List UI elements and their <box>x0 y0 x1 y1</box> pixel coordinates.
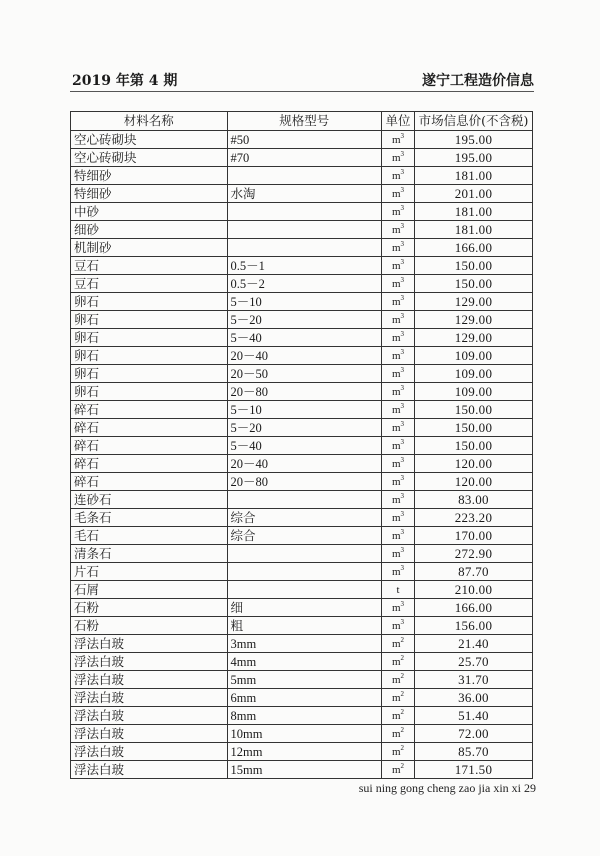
price-cell: 150.00 <box>414 437 532 455</box>
spec-cell: 综合 <box>227 527 381 545</box>
unit-base: m <box>391 565 401 578</box>
unit-exponent: 3 <box>400 347 405 356</box>
unit-cell <box>382 131 415 149</box>
table-row <box>71 563 533 581</box>
spec-cell: 水淘 <box>227 185 381 203</box>
unit-cell <box>382 419 415 437</box>
spec-cell: 粗 <box>227 617 381 635</box>
price-cell: 223.20 <box>414 509 532 527</box>
unit-base: t <box>396 583 400 596</box>
unit-exponent: 3 <box>400 329 405 338</box>
price-cell: 36.00 <box>414 689 532 707</box>
spec-cell: 20－40 <box>227 455 381 473</box>
unit-exponent: 3 <box>400 167 405 176</box>
table-row <box>71 617 533 635</box>
price-cell: 166.00 <box>414 239 532 257</box>
unit-base: m <box>391 475 401 488</box>
unit-cell <box>382 509 415 527</box>
unit-base: m <box>391 133 401 146</box>
unit-cell <box>382 527 415 545</box>
unit-cell <box>382 635 415 653</box>
price-cell: 150.00 <box>414 257 532 275</box>
material-name-cell: 空心砖砌块 <box>71 131 228 149</box>
unit-cell <box>382 707 415 725</box>
material-name-cell: 卵石 <box>71 383 228 401</box>
material-name-cell: 石粉 <box>71 599 228 617</box>
unit-exponent: 3 <box>400 203 405 212</box>
unit-base: m <box>391 169 401 182</box>
unit-exponent: 3 <box>400 401 405 410</box>
unit-base: m <box>391 349 401 362</box>
material-name-cell: 石粉 <box>71 617 228 635</box>
material-name-cell: 浮法白玻 <box>71 743 228 761</box>
unit-base: m <box>391 763 401 776</box>
unit-base: m <box>391 727 401 740</box>
unit-exponent: 2 <box>400 725 405 734</box>
material-name-cell: 卵石 <box>71 365 228 383</box>
header-divider <box>70 91 534 92</box>
unit-exponent: 3 <box>400 527 405 536</box>
unit-exponent: 3 <box>400 257 405 266</box>
spec-cell: 5－40 <box>227 437 381 455</box>
table-row <box>71 203 533 221</box>
price-cell: 272.90 <box>414 545 532 563</box>
unit-exponent: 3 <box>400 149 405 158</box>
table-row <box>71 347 533 365</box>
spec-cell: 综合 <box>227 509 381 527</box>
unit-cell <box>382 167 415 185</box>
unit-base: m <box>391 439 401 452</box>
unit-cell <box>382 401 415 419</box>
unit-cell <box>382 473 415 491</box>
unit-base: m <box>391 223 401 236</box>
unit-base: m <box>391 547 401 560</box>
column-header-name: 材料名称 <box>71 112 228 131</box>
price-cell: 109.00 <box>414 383 532 401</box>
unit-base: m <box>391 241 401 254</box>
unit-cell <box>382 545 415 563</box>
price-cell: 21.40 <box>414 635 532 653</box>
price-cell: 195.00 <box>414 131 532 149</box>
unit-exponent: 3 <box>400 185 405 194</box>
material-name-cell: 浮法白玻 <box>71 689 228 707</box>
unit-cell <box>382 347 415 365</box>
material-name-cell: 中砂 <box>71 203 228 221</box>
unit-base: m <box>391 421 401 434</box>
unit-exponent: 2 <box>400 743 405 752</box>
price-cell: 25.70 <box>414 653 532 671</box>
table-row <box>71 167 533 185</box>
unit-base: m <box>391 709 401 722</box>
table-row <box>71 275 533 293</box>
unit-cell <box>382 455 415 473</box>
spec-cell: 10mm <box>227 725 381 743</box>
material-price-table <box>70 111 533 779</box>
unit-exponent: 3 <box>400 509 405 518</box>
unit-exponent: 3 <box>400 275 405 284</box>
material-name-cell: 碎石 <box>71 455 228 473</box>
material-name-cell: 浮法白玻 <box>71 653 228 671</box>
table-row <box>71 149 533 167</box>
price-cell: 181.00 <box>414 167 532 185</box>
price-cell: 85.70 <box>414 743 532 761</box>
spec-cell: 20－80 <box>227 473 381 491</box>
table-row <box>71 599 533 617</box>
column-header-unit: 单位 <box>382 112 415 131</box>
spec-cell: 5－20 <box>227 419 381 437</box>
unit-base: m <box>391 277 401 290</box>
unit-base: m <box>391 493 401 506</box>
price-cell: 166.00 <box>414 599 532 617</box>
table-row <box>71 185 533 203</box>
unit-base: m <box>391 259 401 272</box>
unit-base: m <box>391 367 401 380</box>
unit-cell <box>382 581 415 599</box>
issue-label: 2019 年第 4 期 <box>72 73 178 89</box>
price-cell: 31.70 <box>414 671 532 689</box>
table-row <box>71 365 533 383</box>
unit-cell <box>382 257 415 275</box>
price-cell: 150.00 <box>414 401 532 419</box>
unit-cell <box>382 365 415 383</box>
material-name-cell: 片石 <box>71 563 228 581</box>
material-name-cell: 特细砂 <box>71 185 228 203</box>
unit-exponent: 2 <box>400 635 405 644</box>
unit-cell <box>382 563 415 581</box>
table-row <box>71 725 533 743</box>
spec-cell: 12mm <box>227 743 381 761</box>
unit-cell <box>382 311 415 329</box>
spec-cell: 0.5－1 <box>227 257 381 275</box>
column-header-spec: 规格型号 <box>227 112 381 131</box>
unit-exponent: 3 <box>400 617 405 626</box>
material-name-cell: 毛石 <box>71 527 228 545</box>
unit-cell <box>382 653 415 671</box>
price-cell: 201.00 <box>414 185 532 203</box>
column-header-price: 市场信息价(不含税) <box>414 112 532 131</box>
unit-exponent: 2 <box>400 761 405 770</box>
price-cell: 129.00 <box>414 311 532 329</box>
table-row <box>71 437 533 455</box>
material-name-cell: 豆石 <box>71 257 228 275</box>
material-name-cell: 石屑 <box>71 581 228 599</box>
price-cell: 129.00 <box>414 329 532 347</box>
spec-cell: 20－80 <box>227 383 381 401</box>
table-row <box>71 383 533 401</box>
unit-cell <box>382 221 415 239</box>
table-row <box>71 545 533 563</box>
material-name-cell: 毛条石 <box>71 509 228 527</box>
table-row <box>71 221 533 239</box>
unit-base: m <box>391 511 401 524</box>
unit-base: m <box>391 637 401 650</box>
price-cell: 120.00 <box>414 473 532 491</box>
spec-cell: #50 <box>227 131 381 149</box>
table-row <box>71 689 533 707</box>
material-name-cell: 卵石 <box>71 293 228 311</box>
unit-base: m <box>391 745 401 758</box>
unit-exponent: 3 <box>400 293 405 302</box>
table-row <box>71 293 533 311</box>
price-cell: 150.00 <box>414 275 532 293</box>
spec-cell: 5－40 <box>227 329 381 347</box>
unit-base: m <box>391 655 401 668</box>
spec-cell <box>227 203 381 221</box>
material-name-cell: 豆石 <box>71 275 228 293</box>
spec-cell: 5－10 <box>227 401 381 419</box>
material-name-cell: 细砂 <box>71 221 228 239</box>
unit-exponent: 3 <box>400 365 405 374</box>
unit-base: m <box>391 673 401 686</box>
unit-base: m <box>391 403 401 416</box>
table-row <box>71 761 533 779</box>
material-name-cell: 浮法白玻 <box>71 635 228 653</box>
unit-exponent: 3 <box>400 131 405 140</box>
material-name-cell: 碎石 <box>71 437 228 455</box>
unit-exponent: 3 <box>400 419 405 428</box>
material-name-cell: 卵石 <box>71 311 228 329</box>
material-name-cell: 碎石 <box>71 419 228 437</box>
price-cell: 171.50 <box>414 761 532 779</box>
material-name-cell: 清条石 <box>71 545 228 563</box>
unit-base: m <box>391 619 401 632</box>
material-name-cell: 空心砖砌块 <box>71 149 228 167</box>
spec-cell: 0.5－2 <box>227 275 381 293</box>
table-row <box>71 671 533 689</box>
price-cell: 87.70 <box>414 563 532 581</box>
spec-cell: 8mm <box>227 707 381 725</box>
material-name-cell: 机制砂 <box>71 239 228 257</box>
table-row <box>71 491 533 509</box>
table-row <box>71 419 533 437</box>
spec-cell: #70 <box>227 149 381 167</box>
unit-base: m <box>391 331 401 344</box>
table-row <box>71 311 533 329</box>
table-row <box>71 239 533 257</box>
price-cell: 150.00 <box>414 419 532 437</box>
price-cell: 170.00 <box>414 527 532 545</box>
table-row <box>71 743 533 761</box>
spec-cell: 5－10 <box>227 293 381 311</box>
spec-cell <box>227 239 381 257</box>
table-row <box>71 401 533 419</box>
table-row <box>71 707 533 725</box>
unit-cell <box>382 383 415 401</box>
unit-base: m <box>391 601 401 614</box>
unit-exponent: 2 <box>400 707 405 716</box>
unit-cell <box>382 293 415 311</box>
unit-cell <box>382 149 415 167</box>
price-cell: 51.40 <box>414 707 532 725</box>
material-name-cell: 卵石 <box>71 329 228 347</box>
price-cell: 109.00 <box>414 347 532 365</box>
unit-exponent: 3 <box>400 239 405 248</box>
price-cell: 156.00 <box>414 617 532 635</box>
material-name-cell: 连砂石 <box>71 491 228 509</box>
unit-base: m <box>391 295 401 308</box>
material-name-cell: 碎石 <box>71 401 228 419</box>
unit-cell <box>382 599 415 617</box>
spec-cell: 细 <box>227 599 381 617</box>
price-cell: 181.00 <box>414 221 532 239</box>
unit-base: m <box>391 313 401 326</box>
spec-cell: 5mm <box>227 671 381 689</box>
unit-cell <box>382 689 415 707</box>
material-name-cell: 特细砂 <box>71 167 228 185</box>
spec-cell <box>227 491 381 509</box>
material-name-cell: 浮法白玻 <box>71 725 228 743</box>
spec-cell: 4mm <box>227 653 381 671</box>
material-name-cell: 浮法白玻 <box>71 707 228 725</box>
spec-cell <box>227 221 381 239</box>
price-cell: 195.00 <box>414 149 532 167</box>
unit-exponent: 3 <box>400 545 405 554</box>
unit-cell <box>382 617 415 635</box>
unit-exponent: 3 <box>400 599 405 608</box>
table-row <box>71 329 533 347</box>
page-header <box>70 68 534 90</box>
price-cell: 120.00 <box>414 455 532 473</box>
unit-exponent: 3 <box>400 221 405 230</box>
publication-title: 遂宁工程造价信息 <box>422 73 534 89</box>
material-name-cell: 卵石 <box>71 347 228 365</box>
spec-cell <box>227 563 381 581</box>
unit-base: m <box>391 205 401 218</box>
unit-exponent: 3 <box>400 473 405 482</box>
table-row <box>71 455 533 473</box>
unit-cell <box>382 185 415 203</box>
spec-cell <box>227 167 381 185</box>
unit-cell <box>382 437 415 455</box>
table-row <box>71 653 533 671</box>
table-row <box>71 635 533 653</box>
unit-base: m <box>391 691 401 704</box>
price-cell: 83.00 <box>414 491 532 509</box>
spec-cell: 6mm <box>227 689 381 707</box>
unit-exponent: 3 <box>400 563 405 572</box>
unit-cell <box>382 275 415 293</box>
unit-cell <box>382 725 415 743</box>
price-cell: 181.00 <box>414 203 532 221</box>
unit-cell <box>382 761 415 779</box>
unit-exponent: 3 <box>400 491 405 500</box>
table-header-row <box>71 112 533 131</box>
spec-cell: 15mm <box>227 761 381 779</box>
unit-cell <box>382 671 415 689</box>
unit-exponent: 2 <box>400 653 405 662</box>
price-cell: 210.00 <box>414 581 532 599</box>
unit-base: m <box>391 187 401 200</box>
table-row <box>71 527 533 545</box>
table-row <box>71 473 533 491</box>
price-cell: 109.00 <box>414 365 532 383</box>
unit-exponent: 2 <box>400 671 405 680</box>
price-cell: 129.00 <box>414 293 532 311</box>
unit-exponent: 3 <box>400 383 405 392</box>
page-footer: sui ning gong cheng zao jia xin xi 29 <box>358 781 536 795</box>
unit-cell <box>382 239 415 257</box>
unit-exponent: 2 <box>400 689 405 698</box>
material-name-cell: 浮法白玻 <box>71 671 228 689</box>
material-name-cell: 浮法白玻 <box>71 761 228 779</box>
unit-cell <box>382 743 415 761</box>
unit-cell <box>382 491 415 509</box>
spec-cell: 20－50 <box>227 365 381 383</box>
table-row <box>71 509 533 527</box>
unit-exponent: 3 <box>400 311 405 320</box>
unit-cell <box>382 329 415 347</box>
unit-base: m <box>391 457 401 470</box>
unit-exponent: 3 <box>400 455 405 464</box>
table-row <box>71 581 533 599</box>
table-body <box>71 131 533 779</box>
spec-cell: 5－20 <box>227 311 381 329</box>
unit-base: m <box>391 151 401 164</box>
unit-exponent: 3 <box>400 437 405 446</box>
table-row <box>71 131 533 149</box>
material-name-cell: 碎石 <box>71 473 228 491</box>
spec-cell <box>227 581 381 599</box>
table-row <box>71 257 533 275</box>
unit-base: m <box>391 385 401 398</box>
spec-cell: 3mm <box>227 635 381 653</box>
unit-cell <box>382 203 415 221</box>
unit-base: m <box>391 529 401 542</box>
spec-cell <box>227 545 381 563</box>
price-cell: 72.00 <box>414 725 532 743</box>
spec-cell: 20－40 <box>227 347 381 365</box>
